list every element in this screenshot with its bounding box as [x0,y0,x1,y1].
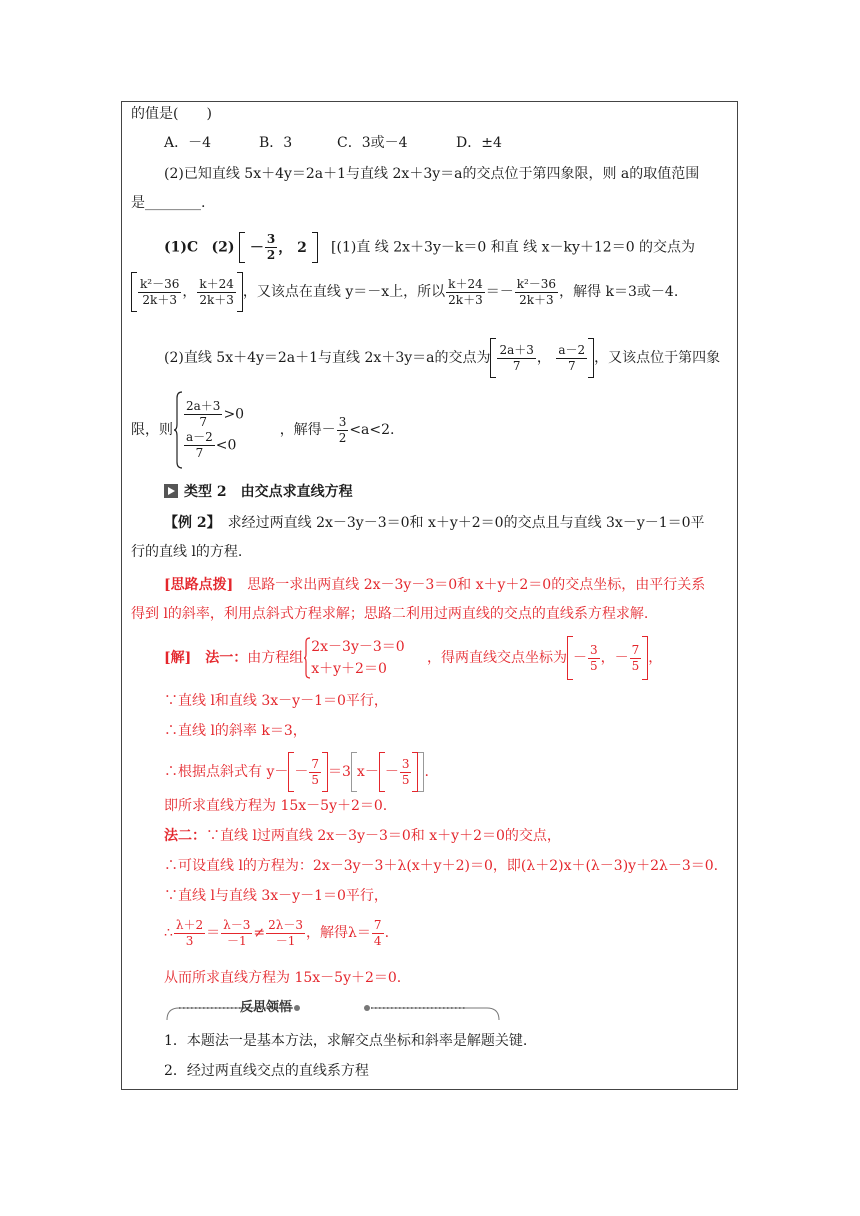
answer-line1 [164,232,695,263]
solution-method1: [解] 法一：由方程组 2x－3y－3＝0 x＋y＋2＝0 ，得两直线交点坐标为 － 3 5 ，－ 7 5 ， [164,636,662,680]
option-c: C．3或－4 [337,135,408,151]
answer-label-2: (2) [211,239,235,256]
question-tail: 的值是( ) [131,106,212,122]
reflection-point-1: 1．本题法一是基本方法，求解交点坐标和斜率是解题关键. [164,1033,528,1049]
hint-line2: 得到 l的斜率，利用点斜式方程求解；思路二利用过两直线的交点的直线系方程求解. [131,606,649,622]
solution-method2-line2: ∴可设直线 l的方程为：2x－3y－3＋λ(x＋y＋2)＝0，即(λ＋2)x＋(λ－3)y＋2λ－3＝0. [164,858,719,874]
solution-line4: 即所求直线方程为 15x－5y＋2＝0. [164,798,388,814]
play-icon [164,484,178,498]
option-a: A．－4 [164,135,212,151]
brace-icon [303,636,311,680]
solution-method2-line4: ∴ $\frac{\lambda+2}{3}$ ＝ $\frac{\lambda-3}{-1}$ ≠ $\frac{2\lambda-3}{-1}$ ，解得λ＝ $\frac{7}{4}$ . [164,917,390,948]
answer-interval: － 3 2 ， 2 [239,232,318,263]
solution-method2-line5: 从而所求直线方程为 15x－5y＋2＝0. [164,970,402,986]
reflection-point-2: 2．经过两直线交点的直线系方程 [164,1063,369,1079]
question-2-line2: 是________. [131,195,206,211]
answer-label-1: (1)C [164,239,199,256]
solution-method2-line1: 法二：∵直线 l过两直线 2x－3y－3＝0和 x＋y＋2＝0的交点， [164,828,561,844]
option-d: D．±4 [456,135,502,151]
intersection-point-a: 2a＋3 7 ， a－2 7 [490,338,594,378]
answer-line2: k²－36 2k＋3 ， k＋24 2k＋3 ，又该点在直线 y＝－x上，所以 $\frac{k+24}{2k+3}$ ＝－ $\frac{\text{k²－36}}{2k+3}$ ，解得 k＝3或－4. [131,272,678,312]
solution-line2: ∴直线 l的斜率 k＝3， [164,723,307,739]
example-line2: 行的直线 l的方程. [131,544,243,560]
hint-line1: [思路点拨] 思路一求出两直线 2x－3y－3＝0和 x＋y＋2＝0的交点坐标，由平行关系 [164,577,706,593]
answer-explain-1: [(1)直 线 2x＋3y－k＝0 和直 线 x－ky＋12＝0 的交点为 [331,239,696,256]
answer-part2: (2)直线 5x＋4y＝2a＋1与直线 2x＋3y＝a的交点为 2a＋3 7 ， a－2 7 ，又该点位于第四象 [164,338,720,378]
solution-line1: ∵直线 l和直线 3x－y－1＝0平行， [164,693,388,709]
intersection-point-k: k²－36 2k＋3 ， k＋24 2k＋3 [131,272,243,312]
question-2-line1: (2)已知直线 5x＋4y＝2a＋1与直线 2x＋3y＝a的交点位于第四象限，则 a的取值范围 [164,166,700,182]
reflection-banner [165,998,501,1022]
reflection-title: 反思领悟 [240,1000,293,1015]
intersection-point: － 3 5 ，－ 7 5 [567,636,648,680]
brace-icon [173,390,183,470]
option-b: B．3 [259,135,293,151]
answer-system: 限，则 $\frac{2a+3}{7}$ >0 $\frac{a-2}{7}$ <0 ，解得－ $\frac{3}{2}$ <a<2. [131,390,395,470]
example-line1: 【例 2】 求经过两直线 2x－3y－3＝0和 x＋y＋2＝0的交点且与直线 3x－y－1＝0平 [164,515,705,531]
section-title: 类型 2 由交点求直线方程 [164,482,353,502]
solution-method2-line3: ∵直线 l与直线 3x－y－1＝0平行， [164,888,388,904]
solution-line3: ∴根据点斜式有 y－ － 7 5 ＝3 x－ － 3 5 . [164,752,429,792]
